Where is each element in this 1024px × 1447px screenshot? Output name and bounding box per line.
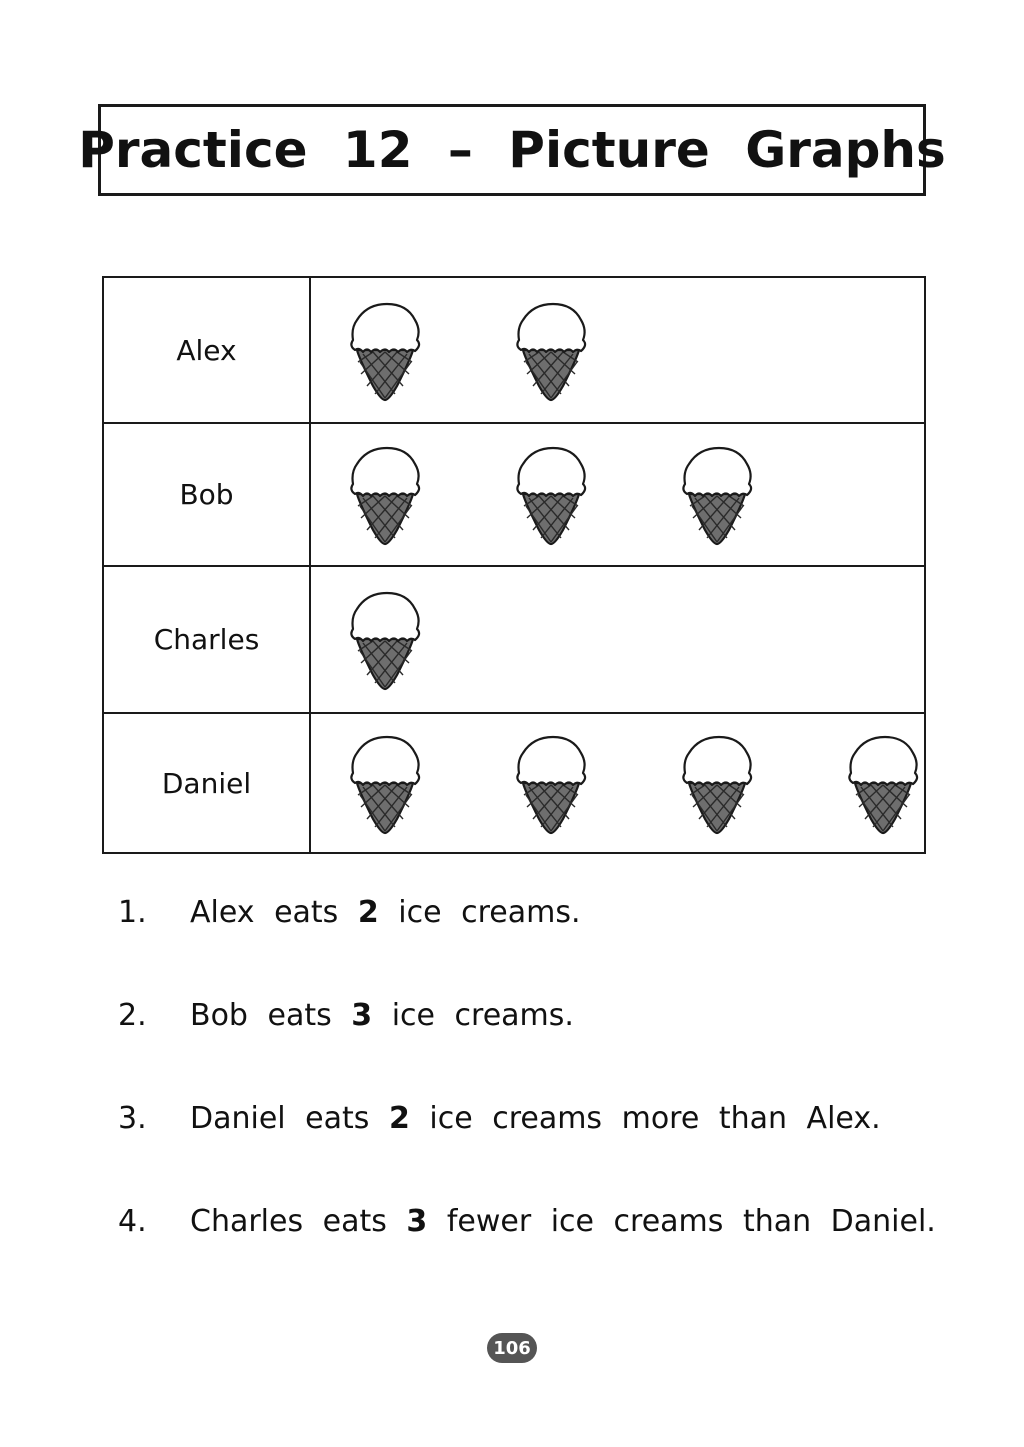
statement-after: ice creams.: [391, 998, 574, 1033]
statement-text: [190, 998, 574, 1033]
ice-cream-cone-icon: [511, 731, 591, 836]
cone-row: [311, 424, 924, 565]
statement-before: Daniel eats: [190, 1101, 370, 1136]
row-pictures: [310, 423, 925, 566]
ice-cream-cone-icon: [677, 442, 757, 547]
statement-number: 3.: [118, 1101, 147, 1136]
statement-item: [118, 1101, 978, 1204]
ice-cream-cone-icon: [345, 298, 425, 403]
graph-row-alex: [103, 277, 925, 423]
statement-item: [118, 895, 978, 998]
row-pictures: [310, 566, 925, 713]
graph-row-bob: [103, 423, 925, 566]
cone-row: [311, 567, 924, 712]
ice-cream-cone-icon: [345, 587, 425, 692]
ice-cream-cone-icon: [345, 731, 425, 836]
statement-value: 2: [357, 895, 379, 930]
ice-cream-cone-icon: [511, 298, 591, 403]
row-name: Daniel: [103, 713, 310, 853]
statement-text: [190, 895, 581, 930]
row-pictures: [310, 713, 925, 853]
statement-after: ice creams more than Alex.: [429, 1101, 881, 1136]
row-name: Alex: [103, 277, 310, 423]
ice-cream-cone-icon: [345, 442, 425, 547]
statement-text: [190, 1101, 881, 1136]
cone-row: [311, 278, 924, 422]
graph-row-charles: [103, 566, 925, 713]
cone-row: [311, 714, 924, 852]
statement-text: [190, 1204, 936, 1239]
title-box: [78, 104, 946, 196]
statement-after: ice creams.: [398, 895, 581, 930]
ice-cream-cone-icon: [511, 442, 591, 547]
statement-number: 4.: [118, 1204, 147, 1239]
page-title: Practice 12 – Picture Graphs: [78, 121, 946, 179]
row-name: Bob: [103, 423, 310, 566]
statement-value: 2: [388, 1101, 410, 1136]
statement-after: fewer ice creams than Daniel.: [446, 1204, 936, 1239]
row-pictures: [310, 277, 925, 423]
statement-before: Alex eats: [190, 895, 339, 930]
row-name: Charles: [103, 566, 310, 713]
statement-before: Bob eats: [190, 998, 332, 1033]
statement-number: 1.: [118, 895, 147, 930]
statement-list: [118, 895, 978, 1307]
statement-item: [118, 998, 978, 1101]
statement-value: 3: [406, 1204, 428, 1239]
statement-number: 2.: [118, 998, 147, 1033]
ice-cream-cone-icon: [843, 731, 923, 836]
statement-before: Charles eats: [190, 1204, 387, 1239]
statement-value: 3: [351, 998, 373, 1033]
graph-row-daniel: [103, 713, 925, 853]
ice-cream-cone-icon: [677, 731, 757, 836]
page-number-badge: 106: [487, 1333, 537, 1363]
statement-item: [118, 1204, 978, 1307]
picture-graph: [102, 276, 926, 854]
